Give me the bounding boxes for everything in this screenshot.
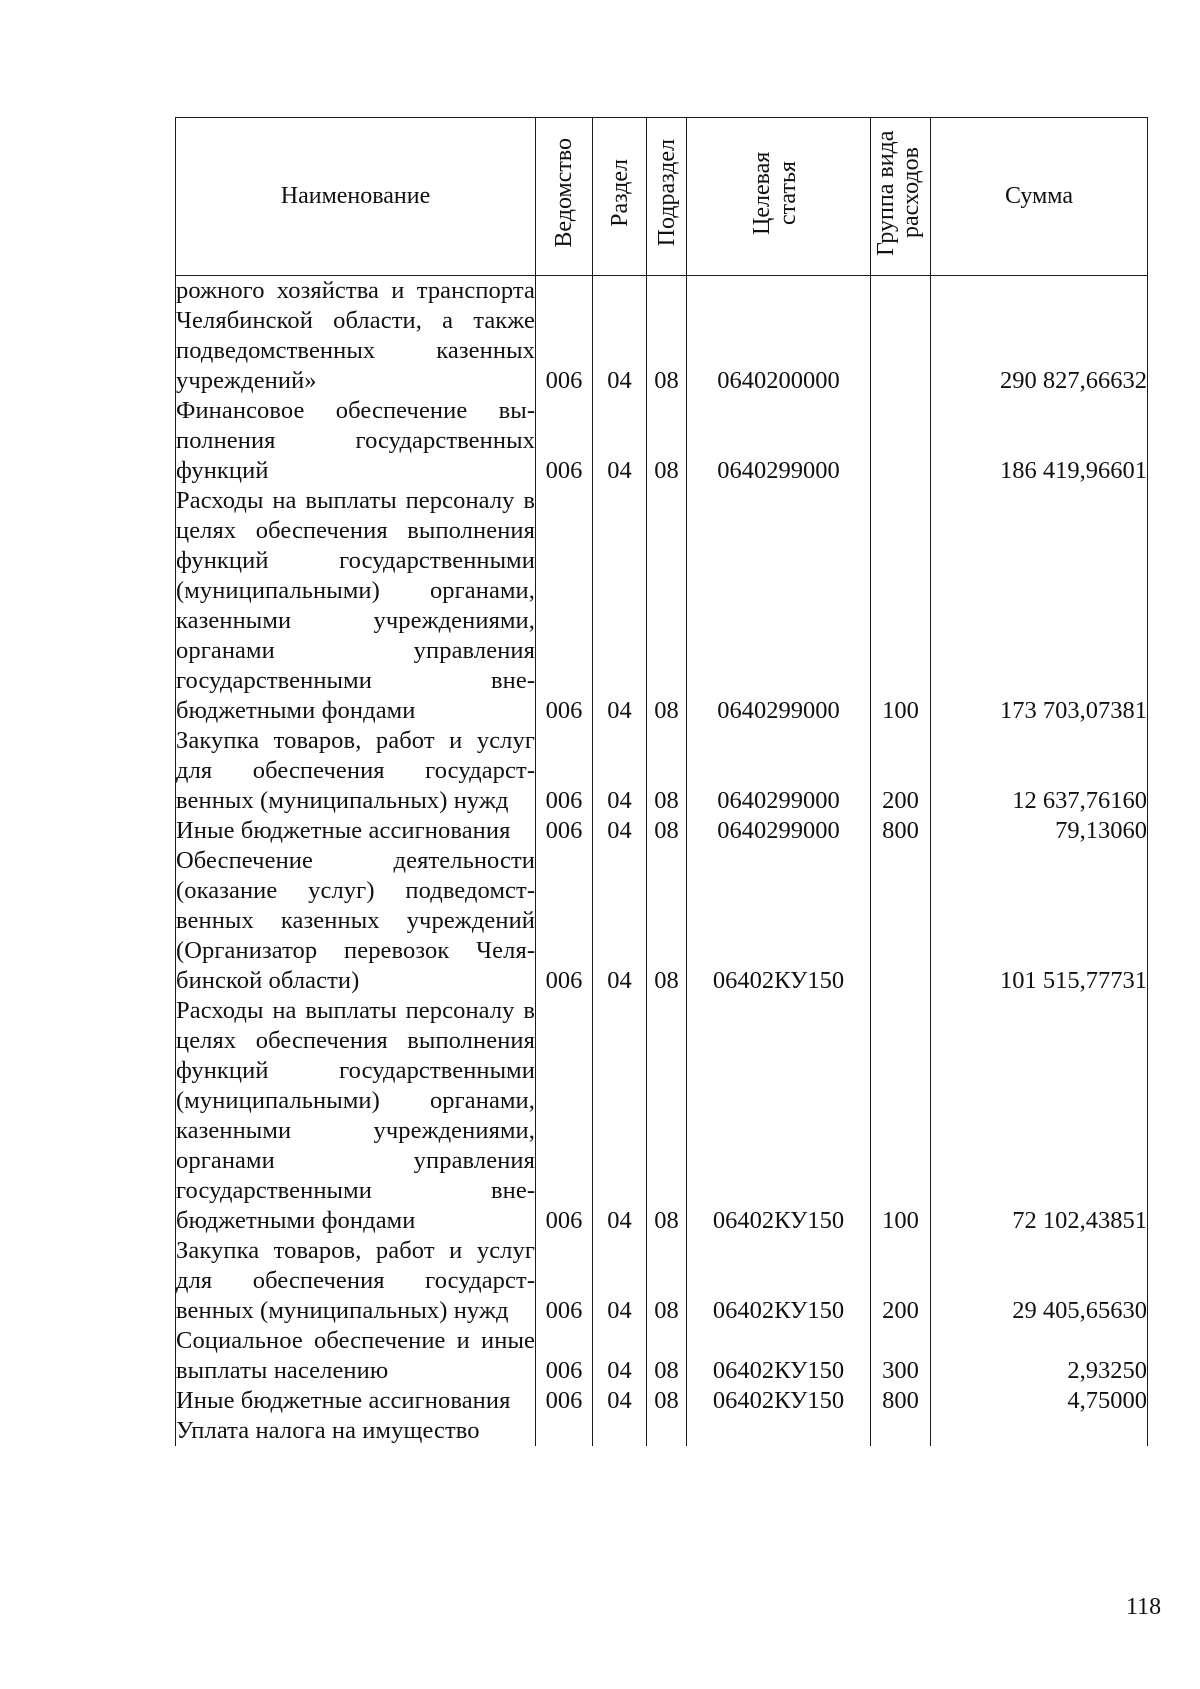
- row-gruppa: 200: [871, 1236, 931, 1326]
- row-gruppa: [871, 846, 931, 996]
- row-gruppa: 300: [871, 1326, 931, 1386]
- row-gruppa: 800: [871, 1386, 931, 1416]
- row-podrazdel: 08: [647, 1386, 687, 1416]
- table-row: [176, 1386, 1148, 1416]
- row-celevaya: [687, 1416, 871, 1446]
- header-summa: Сумма: [931, 118, 1148, 276]
- table-row: [176, 726, 1148, 816]
- row-razdel: 04: [593, 276, 647, 397]
- row-celevaya: 0640299000: [687, 396, 871, 486]
- row-name: рожного хозяйства и транспорта Челябинской области, а также подведомственных казенных учреждений»: [176, 277, 535, 394]
- row-name: Расходы на выплаты персоналу в целях обеспечения выполнения функций государственными (муниципальными) органами, казенными учреждениями, органами управления государственными внебюджетными фондами: [176, 997, 535, 1234]
- row-razdel: 04: [593, 1386, 647, 1416]
- row-celevaya: 0640299000: [687, 816, 871, 846]
- row-name: Иные бюджетные ассигнования: [176, 1386, 536, 1416]
- budget-table: [175, 117, 1148, 1446]
- row-name: Закупка товаров, работ и услуг для обеспечения государственных (муниципальных) нужд: [176, 1237, 535, 1324]
- row-podrazdel: [647, 1416, 687, 1446]
- row-vedomstvo: 006: [536, 846, 593, 996]
- row-gruppa: [871, 1416, 931, 1446]
- table-row: [176, 846, 1148, 996]
- row-podrazdel: 08: [647, 486, 687, 726]
- table-row: [176, 1326, 1148, 1386]
- row-razdel: 04: [593, 396, 647, 486]
- row-vedomstvo: 006: [536, 396, 593, 486]
- table-row: [176, 816, 1148, 846]
- row-podrazdel: 08: [647, 816, 687, 846]
- row-razdel: 04: [593, 996, 647, 1236]
- table-row: [176, 996, 1148, 1236]
- row-vedomstvo: [536, 1416, 593, 1446]
- row-podrazdel: 08: [647, 1326, 687, 1386]
- row-summa: 173 703,07381: [931, 486, 1148, 726]
- row-gruppa: 100: [871, 996, 931, 1236]
- header-name: Наименование: [176, 118, 536, 276]
- row-celevaya: 0640299000: [687, 486, 871, 726]
- row-vedomstvo: 006: [536, 816, 593, 846]
- row-razdel: [593, 1416, 647, 1446]
- row-vedomstvo: 006: [536, 726, 593, 816]
- row-summa: 72 102,43851: [931, 996, 1148, 1236]
- row-razdel: 04: [593, 1236, 647, 1326]
- row-razdel: 04: [593, 486, 647, 726]
- row-celevaya: 06402КУ150: [687, 1236, 871, 1326]
- row-name: Уплата налога на имущество: [176, 1416, 536, 1446]
- page-number: 118: [1126, 1594, 1162, 1620]
- row-gruppa: 200: [871, 726, 931, 816]
- row-vedomstvo: 006: [536, 486, 593, 726]
- table-row: [176, 276, 1148, 397]
- row-summa: 29 405,65630: [931, 1236, 1148, 1326]
- row-gruppa: [871, 276, 931, 397]
- header-vedomstvo: Ведомство: [551, 138, 577, 248]
- table-row: [176, 486, 1148, 726]
- row-celevaya: 06402КУ150: [687, 1386, 871, 1416]
- row-gruppa: [871, 396, 931, 486]
- row-summa: 79,13060: [931, 816, 1148, 846]
- row-summa: 290 827,66632: [931, 276, 1148, 397]
- row-podrazdel: 08: [647, 846, 687, 996]
- row-celevaya: 06402КУ150: [687, 996, 871, 1236]
- table-header: [176, 118, 1148, 276]
- row-summa: 2,93250: [931, 1326, 1148, 1386]
- header-podrazdel: Подраздел: [653, 139, 680, 247]
- table-row: [176, 1416, 1148, 1446]
- row-vedomstvo: 006: [536, 1326, 593, 1386]
- header-razdel: Раздел: [606, 159, 633, 227]
- row-name: Финансовое обеспечение выполнения государственных функций: [176, 397, 535, 484]
- row-summa: 186 419,96601: [931, 396, 1148, 486]
- table-row: [176, 1236, 1148, 1326]
- header-gruppa: Группа вида расходов: [872, 130, 924, 256]
- row-gruppa: 800: [871, 816, 931, 846]
- row-summa: 12 637,76160: [931, 726, 1148, 816]
- row-name: Обеспечение деятельности (оказание услуг) подведомственных казенных учреждений (Организатор перевозок Челябинской области): [176, 847, 535, 994]
- row-podrazdel: 08: [647, 726, 687, 816]
- row-razdel: 04: [593, 1326, 647, 1386]
- row-podrazdel: 08: [647, 276, 687, 397]
- row-gruppa: 100: [871, 486, 931, 726]
- row-celevaya: 0640299000: [687, 726, 871, 816]
- row-celevaya: 06402КУ150: [687, 846, 871, 996]
- row-name: Иные бюджетные ассигнования: [176, 816, 536, 846]
- row-name: Расходы на выплаты персоналу в целях обеспечения выполнения функций государственными (муниципальными) органами, казенными учреждениями, органами управления государственными внебюджетными фондами: [176, 487, 535, 724]
- header-celevaya: Целевая статья: [748, 151, 801, 235]
- table-row: [176, 396, 1148, 486]
- row-summa: 101 515,77731: [931, 846, 1148, 996]
- table-body: [176, 276, 1148, 1447]
- row-razdel: 04: [593, 816, 647, 846]
- row-podrazdel: 08: [647, 996, 687, 1236]
- row-celevaya: 06402КУ150: [687, 1326, 871, 1386]
- row-vedomstvo: 006: [536, 996, 593, 1236]
- row-name: Социальное обеспечение и иные выплаты населению: [176, 1327, 535, 1384]
- row-summa: [931, 1416, 1148, 1446]
- row-vedomstvo: 006: [536, 276, 593, 397]
- row-podrazdel: 08: [647, 1236, 687, 1326]
- row-vedomstvo: 006: [536, 1386, 593, 1416]
- row-razdel: 04: [593, 726, 647, 816]
- row-summa: 4,75000: [931, 1386, 1148, 1416]
- row-name: Закупка товаров, работ и услуг для обеспечения государственных (муниципальных) нужд: [176, 727, 535, 814]
- row-razdel: 04: [593, 846, 647, 996]
- row-vedomstvo: 006: [536, 1236, 593, 1326]
- row-podrazdel: 08: [647, 396, 687, 486]
- row-celevaya: 0640200000: [687, 276, 871, 397]
